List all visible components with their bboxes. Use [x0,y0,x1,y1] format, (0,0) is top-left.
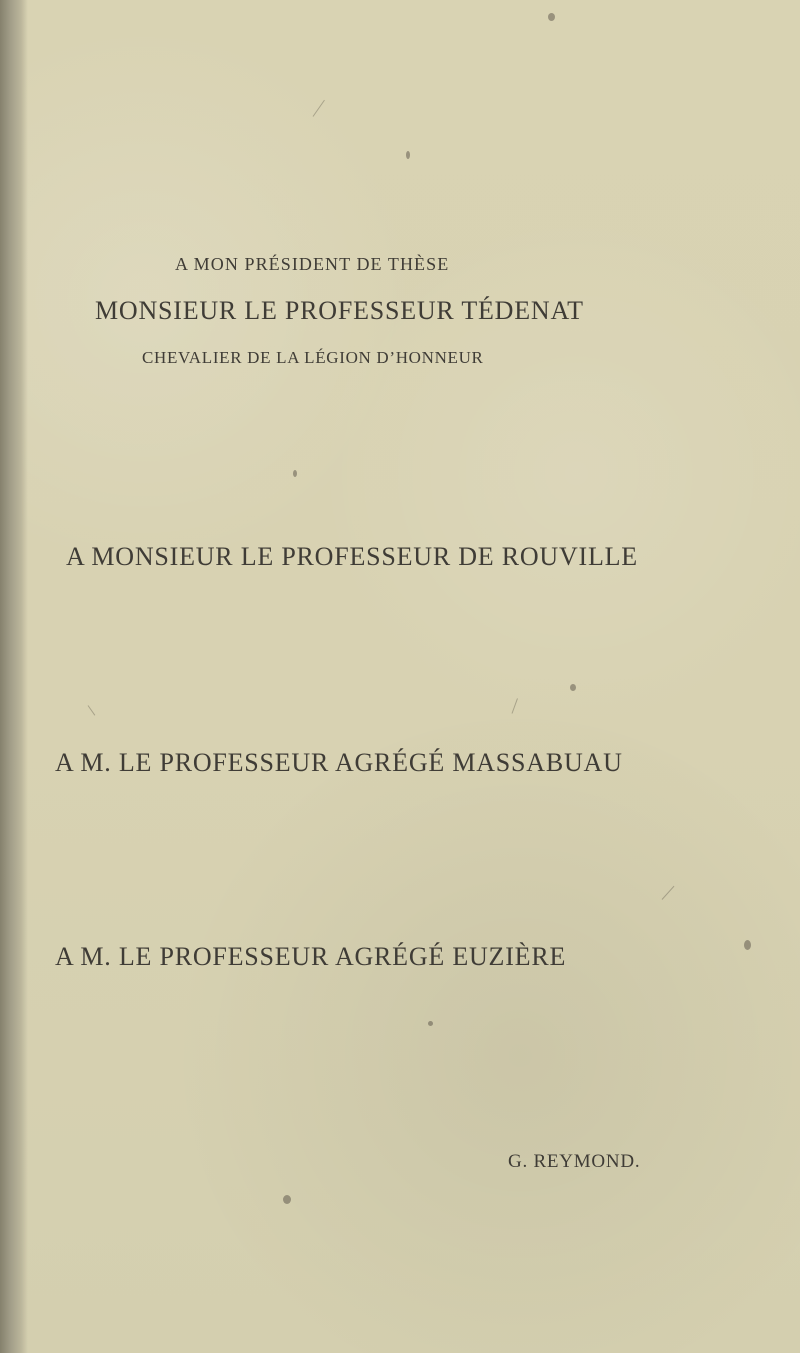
dedication-heading: A MON PRÉSIDENT DE THÈSE [175,254,450,274]
ink-speck [548,13,555,21]
dedication-massabuau: A M. LE PROFESSEUR AGRÉGÉ MASSABUAU [55,748,623,777]
ink-speck [570,684,576,691]
dedication-de-rouville: A MONSIEUR LE PROFESSEUR DE ROUVILLE [66,542,638,571]
author-signature: G. REYMOND. [508,1151,641,1172]
paper-mark [662,886,675,900]
ink-speck [283,1195,291,1204]
thesis-president-title: CHEVALIER DE LA LÉGION D’HONNEUR [142,348,484,367]
dedication-euziere: A M. LE PROFESSEUR AGRÉGÉ EUZIÈRE [55,942,567,971]
page-edge-shadow [0,0,28,1353]
paper-mark [313,100,325,117]
paper-mark [88,705,96,715]
ink-speck [406,151,410,159]
paper-mark [512,698,518,713]
ink-speck [293,470,297,477]
ink-speck [744,940,751,950]
ink-speck [428,1021,433,1026]
thesis-president-name: MONSIEUR LE PROFESSEUR TÉDENAT [95,296,584,325]
